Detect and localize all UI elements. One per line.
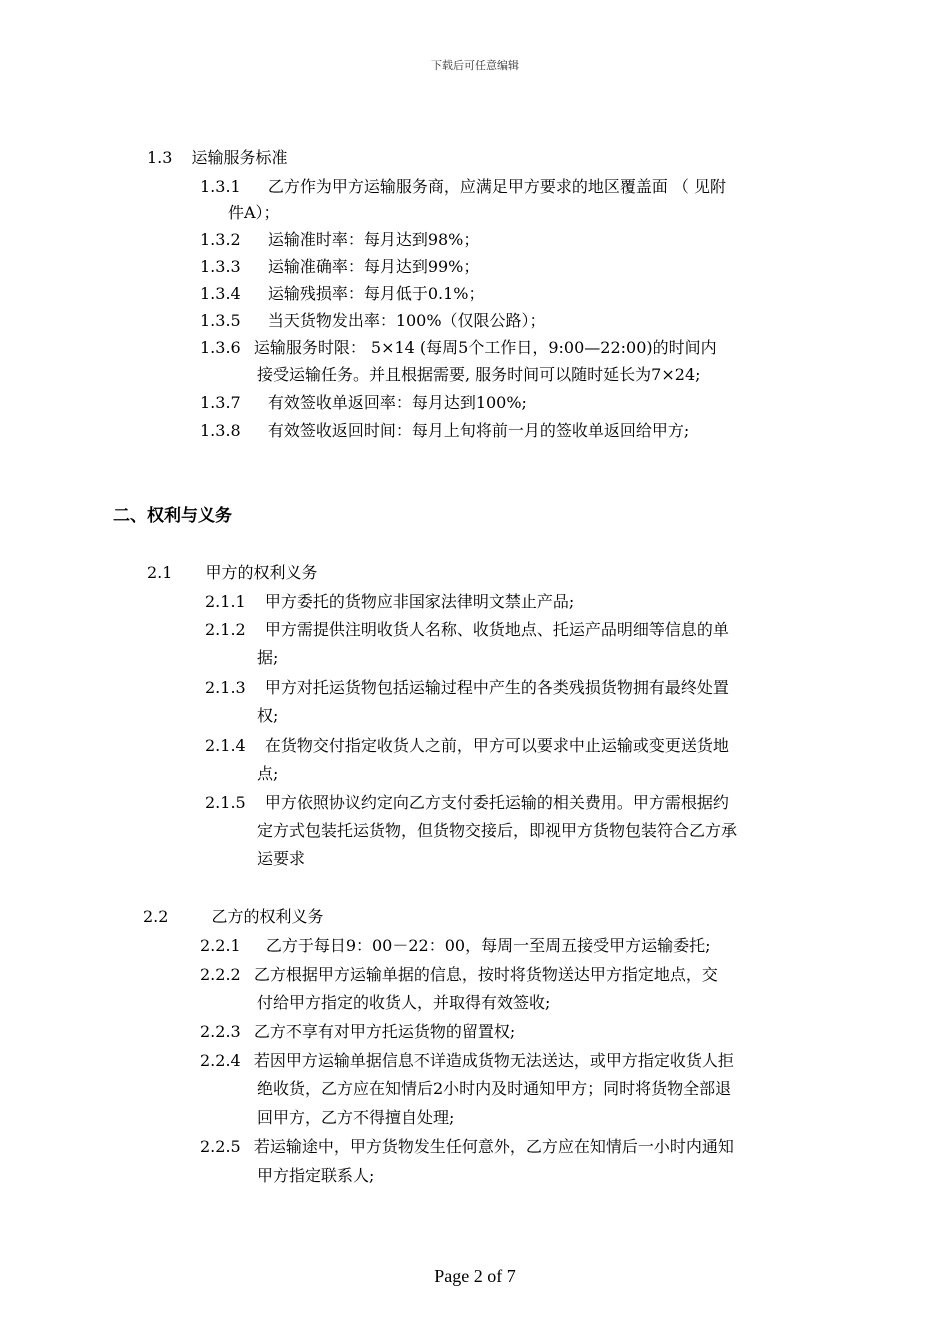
item-2-2-5-cont: 甲方指定联系人; [257, 1166, 375, 1185]
item-text: 乙方于每日9：00－22：00，每周一至周五接受甲方运输委托; [265, 936, 711, 955]
item-1-3-2 [200, 230, 479, 250]
item-1-3-5 [200, 311, 546, 331]
item-text: 若运输途中，甲方货物发生任何意外，乙方应在知情后一小时内通知 [253, 1137, 734, 1156]
page-header: 下载后可任意编辑 [431, 59, 519, 72]
item-2-1-4-cont: 点; [257, 764, 279, 783]
item-text: 乙方作为甲方运输服务商，应满足甲方要求的地区覆盖面 （ 见附 [267, 177, 726, 196]
item-text: 甲方依照协议约定向乙方支付委托运输的相关费用。甲方需根据约 [264, 793, 729, 812]
item-text: 甲方委托的货物应非国家法律明文禁止产品; [264, 592, 575, 611]
item-2-1-2 [205, 620, 729, 640]
item-text: 运输准时率：每月达到98%； [267, 230, 480, 249]
item-number: 1.3.2 [200, 230, 241, 249]
section-2-title: 二、权利与义务 [113, 506, 232, 526]
item-number: 2.2.3 [200, 1022, 241, 1041]
item-number: 2.2.2 [200, 965, 241, 984]
item-2-1-5-cont: 定方式包装托运货物，但货物交接后，即视甲方货物包装符合乙方承 [257, 821, 738, 840]
item-1-3-8 [200, 421, 689, 441]
item-number: 2.1.1 [205, 592, 246, 611]
item-1-3-6-cont: 接受运输任务。并且根据需要, 服务时间可以随时延长为7×24; [257, 365, 701, 384]
item-2-2-2-cont: 付给甲方指定的收货人，并取得有效签收; [257, 993, 551, 1012]
item-2-1-3-cont: 权; [257, 706, 279, 725]
item-text: 乙方根据甲方运输单据的信息，按时将货物送达甲方指定地点，交 [253, 965, 718, 984]
page-number: Page 2 of 7 [434, 1266, 516, 1286]
item-2-1-4 [205, 736, 729, 756]
item-2-2-4-cont-2: 回甲方，乙方不得擅自处理; [257, 1108, 455, 1127]
item-1-3-6 [200, 338, 717, 358]
section-2-1-heading [147, 563, 318, 583]
item-2-1-3 [205, 678, 729, 698]
item-1-3-1-cont: 件A）； [228, 203, 280, 222]
item-number: 1.3.3 [200, 257, 241, 276]
item-number: 2.1.3 [205, 678, 246, 697]
item-1-3-4 [200, 284, 484, 304]
item-text: 若因甲方运输单据信息不详造成货物无法送达，或甲方指定收货人拒 [253, 1051, 734, 1070]
item-number: 1.3.7 [200, 393, 241, 412]
item-number: 2.2.4 [200, 1051, 241, 1070]
item-text: 在货物交付指定收货人之前，甲方可以要求中止运输或变更送货地 [264, 736, 729, 755]
item-number: 2.2.1 [200, 936, 241, 955]
item-2-2-4-cont: 绝收货，乙方应在知情后2小时内及时通知甲方；同时将货物全部退 [257, 1079, 732, 1098]
section-title: 甲方的权利义务 [205, 563, 318, 582]
item-2-2-1 [200, 936, 710, 956]
section-number: 2.2 [143, 907, 169, 926]
item-text: 运输准确率：每月达到99%； [267, 257, 480, 276]
item-text: 运输残损率：每月低于0.1%； [267, 284, 485, 303]
item-2-2-5 [200, 1137, 734, 1157]
item-2-1-2-cont: 据; [257, 648, 279, 667]
item-text: 当天货物发出率：100%（仅限公路）； [267, 311, 546, 330]
section-title: 乙方的权利义务 [211, 907, 324, 926]
item-text: 甲方需提供注明收货人名称、收货地点、托运产品明细等信息的单 [264, 620, 729, 639]
item-number: 1.3.6 [200, 338, 241, 357]
item-text: 甲方对托运货物包括运输过程中产生的各类残损货物拥有最终处置 [264, 678, 729, 697]
item-number: 2.2.5 [200, 1137, 241, 1156]
item-number: 2.1.5 [205, 793, 246, 812]
item-number: 2.1.2 [205, 620, 246, 639]
item-1-3-1 [200, 177, 726, 197]
item-2-2-2 [200, 965, 718, 985]
item-number: 2.1.4 [205, 736, 246, 755]
item-text: 运输服务时限： 5×14 (每周5个工作日，9:00—22:00)的时间内 [253, 338, 717, 357]
item-2-2-3 [200, 1022, 515, 1042]
section-1-3-heading [147, 148, 288, 168]
item-number: 1.3.4 [200, 284, 241, 303]
section-title: 运输服务标准 [191, 148, 288, 167]
item-2-2-4 [200, 1051, 734, 1071]
item-text: 有效签收单返回率：每月达到100%; [267, 393, 527, 412]
item-number: 1.3.8 [200, 421, 241, 440]
item-1-3-7 [200, 393, 527, 413]
item-text: 有效签收返回时间：每月上旬将前一月的签收单返回给甲方; [267, 421, 690, 440]
item-2-1-1 [205, 592, 574, 612]
item-2-1-5-cont-2: 运要求 [257, 849, 306, 868]
section-number: 2.1 [147, 563, 173, 582]
item-text: 乙方不享有对甲方托运货物的留置权; [253, 1022, 516, 1041]
item-2-1-5 [205, 793, 729, 813]
section-number: 1.3 [147, 148, 173, 167]
item-number: 1.3.5 [200, 311, 241, 330]
item-number: 1.3.1 [200, 177, 241, 196]
item-1-3-3 [200, 257, 479, 277]
section-2-2-heading [143, 907, 324, 927]
